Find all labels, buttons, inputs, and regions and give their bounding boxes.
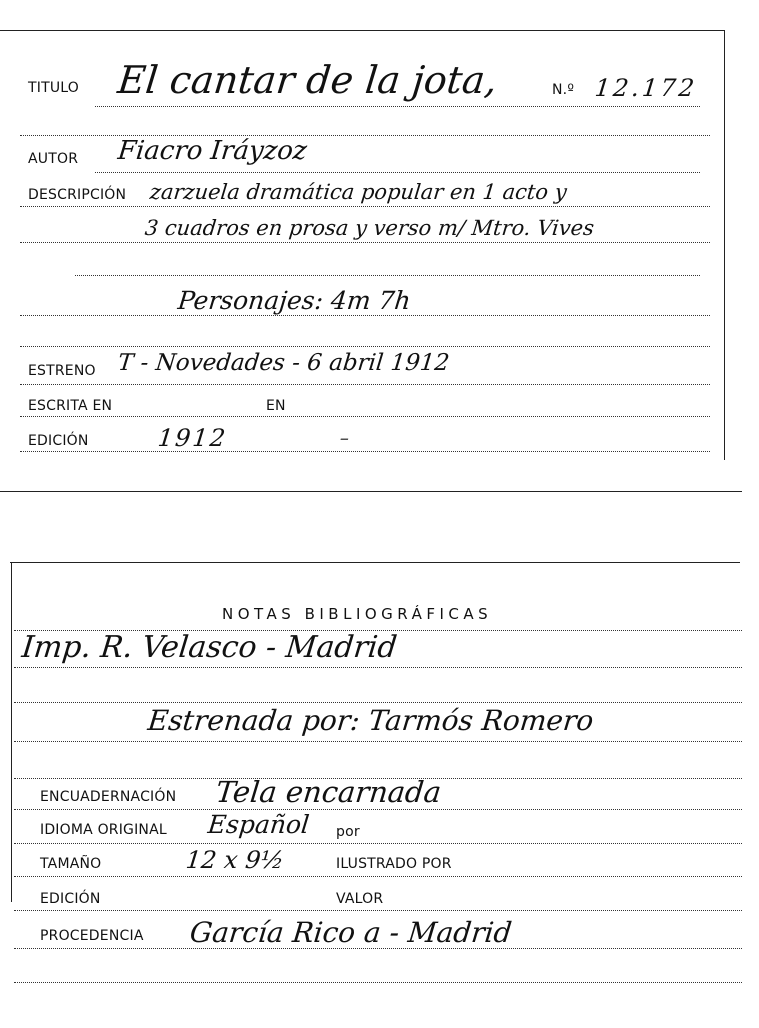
procedencia-label: PROCEDENCIA [40, 928, 144, 944]
tamano-rule [14, 876, 742, 877]
descripcion-label: DESCRIPCIÓN [28, 187, 127, 203]
blank-rule-3 [20, 346, 710, 347]
autor-label: AUTOR [28, 151, 79, 167]
numero-value: 12.172 [593, 74, 699, 102]
encuadernacion-rule [14, 809, 742, 810]
edicion-rule [20, 451, 710, 452]
ilustrado-label: ILUSTRADO POR [336, 856, 452, 872]
bottom-rule [14, 982, 742, 983]
notas-rule-3 [14, 702, 742, 703]
idioma-label: IDIOMA ORIGINAL [40, 822, 167, 838]
catalog-card-bottom [0, 560, 759, 1028]
notes-line-2: Estrenada por: Tarmós Romero [146, 704, 596, 737]
edicion-label-2: EDICIÓN [40, 891, 101, 907]
notas-rule-4 [14, 741, 742, 742]
descripcion-rule-2 [20, 242, 710, 243]
numero-label: N.º [552, 82, 575, 98]
catalog-card-top [0, 30, 759, 492]
valor-label: VALOR [336, 891, 384, 907]
estreno-label: ESTRENO [28, 363, 96, 379]
titulo-label: TITULO [28, 80, 79, 96]
idioma-rule [14, 843, 742, 844]
procedencia-value: García Rico a - Madrid [188, 916, 514, 949]
descripcion-rule-1 [20, 206, 710, 207]
autor-value: Fiacro Iráyzoz [116, 136, 309, 166]
titulo-rule [95, 106, 700, 107]
por-label: por [336, 824, 360, 840]
edicion-label: EDICIÓN [28, 433, 89, 449]
escrita-en-label: ESCRITA EN [28, 398, 113, 414]
en-label: EN [266, 398, 286, 414]
descripcion-value-line2: 3 cuadros en prosa y verso m/ Mtro. Vives [143, 216, 596, 240]
card-top-edge [0, 30, 725, 31]
card-bottom-edge [0, 491, 742, 492]
encuadernacion-label: ENCUADERNACIÓN [40, 789, 177, 805]
procedencia-rule [14, 948, 742, 949]
personajes-value: Personajes: 4m 7h [176, 286, 413, 315]
notes-line-1: Imp. R. Velasco - Madrid [20, 630, 399, 665]
notas-rule-2 [14, 667, 742, 668]
edicion-rule-2 [14, 910, 742, 911]
personajes-rule [20, 315, 710, 316]
blank-rule-2 [75, 275, 700, 276]
card-right-edge [724, 30, 725, 460]
edicion-mark: – [338, 428, 351, 449]
card-top-edge [10, 562, 740, 563]
estreno-rule [20, 384, 710, 385]
card-left-edge [11, 562, 12, 902]
tamano-label: TAMAÑO [40, 856, 102, 872]
titulo-value: El cantar de la jota, [115, 58, 500, 102]
encuadernacion-value: Tela encarnada [214, 775, 443, 809]
autor-rule [95, 172, 700, 173]
estreno-value: T - Novedades - 6 abril 1912 [116, 350, 451, 376]
notas-heading: NOTAS BIBLIOGRÁFICAS [222, 605, 493, 623]
edicion-value: 1912 [156, 424, 229, 452]
descripcion-value-line1: zarzuela dramática popular en 1 acto y [148, 180, 568, 204]
escrita-rule [20, 416, 710, 417]
idioma-value: Español [206, 810, 311, 839]
tamano-value: 12 x 9½ [184, 846, 286, 874]
